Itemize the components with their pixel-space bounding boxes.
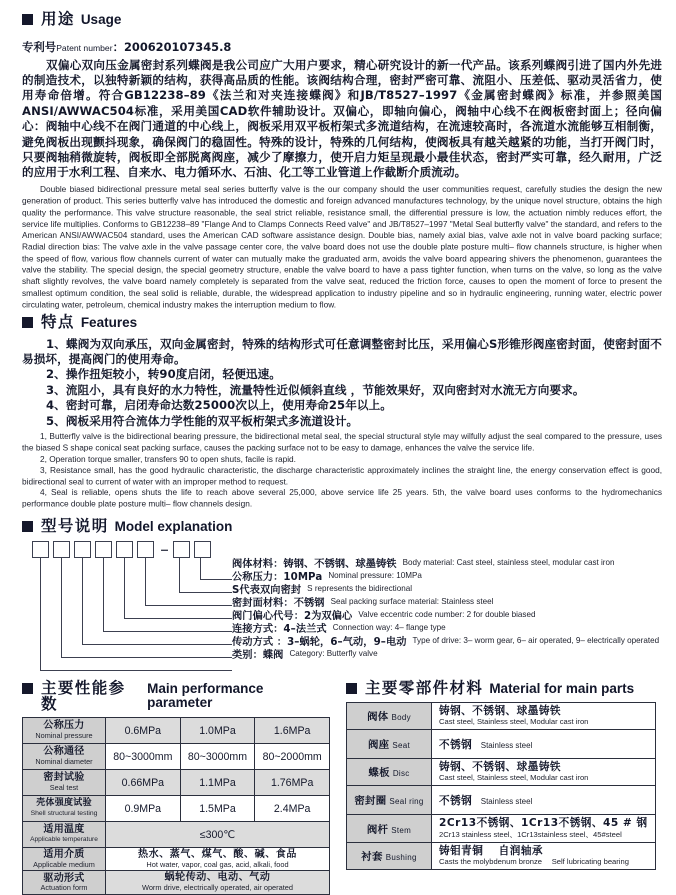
cell-value [432,842,656,869]
row-header [347,729,432,758]
cell-value-span [106,848,330,871]
table-row [347,702,656,729]
legend-en: Valve eccentric code number: 2 for double biased [358,609,536,619]
leader-vline-1 [40,558,41,670]
section-title-performance-en: Main performance parameter [147,681,264,710]
row-header-en: Applicable temperature [30,835,98,843]
model-code-box-7[interactable] [173,541,190,558]
row-header-en: Stem [391,825,412,835]
section-title-usage-cn: 用途 [41,10,75,28]
row-header-cn: 阀座 [367,738,390,751]
patent-line: 专利号Patent number：200620107345.8 [22,39,232,54]
row-header [347,842,432,869]
table-row [23,718,330,744]
cell-value: 2.4MPa [255,796,330,822]
section-header-features [0,315,676,331]
cell-value: 0.9MPa [106,796,181,822]
legend-en: Body material: Cast steel, stainless steel, modular cast iron [402,557,615,567]
bullet-square-icon [22,14,33,25]
leader-vline-4 [103,558,104,631]
row-header-cn: 衬套 [361,850,383,863]
legend-en: Nominal pressure: 10MPa [328,570,422,580]
feature-item-cn: 3、流阻小，具有良好的水力特性，流量特性近似倾斜直线 ，节能效果好，双向密封对水流无方向要求。 [46,382,585,397]
model-code-box-5[interactable] [116,541,133,558]
cell-value-cn: 2Cr13不锈钢、1Cr13不锈钢、45 # 钢 [439,817,648,830]
spec-tables-row [0,681,676,895]
row-header [23,744,106,770]
row-header-en: Disc [392,769,410,779]
legend-en: Connection way: 4– flange type [332,623,446,633]
table-row [347,758,656,785]
feature-item-en: 1, Butterfly valve is the bidirectional bearing pressure, the bidirectional metal seal, the special structural style may wilfully adjust the seal compared to the pressure, uses the biased S shape conical seat packing surface, causes the packing surface not to be easy to damage, enhances the valve the service life. [22,430,662,453]
row-header-en: Seal test [49,782,79,792]
cell-value: 0.66MPa [106,770,181,796]
bullet-square-icon [22,317,33,328]
cell-value-cn: 铸钢、不锈钢、球墨铸铁 [439,704,562,717]
row-header-cn: 公称通径 [43,746,85,758]
model-legend-item [232,582,659,595]
row-header-cn: 驱动形式 [43,872,85,884]
feature-item-cn: 2、操作扭矩较小，转90度启闭，轻便迅速。 [46,367,281,382]
cell-value: 0.6MPa [106,718,181,744]
model-legend-item [232,647,659,660]
model-code-box-1[interactable] [32,541,49,558]
leader-hline-8 [200,579,232,580]
row-header-en: Actuation form [40,883,88,893]
cell-value-en: Cast steel, Stainless steel, Modular cast iron [439,716,589,726]
patent-label-en: Patent number [56,42,113,53]
leader-vline-8 [200,558,201,579]
cell-value: 1.1MPa [180,770,255,796]
cell-value-cn: 铸钼青铜 自润轴承 [439,844,544,857]
table-row [347,842,656,869]
legend-en: Category: Butterfly valve [289,649,378,659]
bullet-square-icon [22,521,33,532]
section-header-model-explanation [0,519,676,535]
materials-table-column [338,681,676,895]
section-title-materials-cn: 主要零部件材料 [365,679,484,697]
cell-value-en: Cast steel, Stainless steel, Modular cast iron [439,773,589,783]
feature-item-en: 2, Operation torque smaller, transfers 90 to open shuts, facile is rapid. [40,453,296,464]
materials-table [346,702,656,871]
cell-value: 80~3000mm [106,744,181,770]
usage-paragraph-cn: 双偏心双向压金属密封系列蝶阀是我公司应广大用户要求，精心研究设计的新一代产品。该系列蝶阀引进了国内外先进的制造技术，以独特新颖的结构，获得高品质的性能。该阀结构合理，密封严密可靠、流阻小、压差低、驱动灵活省力，使用寿命倍增。符合GB12238–89《法兰和对夹连接蝶阀》和JB/T8527–1997《金属密封蝶阀》标准，并参照美国ANSI/AWWAC504标准，采用美国CAD软件辅助设计。双偏心，即轴向偏心，阀轴中心线不在阀板密封面上；径向偏心：阀轴中心线不在阀门通道的中心线上，阀板采用双平板桁架式多流道结构，在流速较高时，各流道水流能够互相制衡，避免阀板出现颤抖现象，确保阀门的稳固性。特殊的设计，特殊的几何结构，使阀板具有越关越紧的功能，当打开阀门时，只要阀轴稍微旋转，阀板即全部脱离阀座，减少了摩擦力，使开启力矩呈现最小最佳状态，密封严实可靠，经久耐用，广泛的应用于水利工程、自来水、电力循环水、石油、化工等工业管道上作截断介质流动。 [22,57,662,180]
cell-value: 80~2000mm [255,744,330,770]
section-title-features-cn: 特点 [41,313,75,332]
cell-value-cn: 蜗轮传动、电动、气动 [164,872,271,884]
leader-vline-2 [61,558,62,657]
model-code-box-2[interactable] [53,541,70,558]
feature-item-en: 3, Resistance small, has the good hydraulic characteristic, the discharge characteristic approximately inclines the straight line, the energy conservation effect is good, bidirectional seal to current of water with an improper method to request. [22,464,662,487]
cell-value-cn: 不锈钢 [439,738,473,751]
leader-hline-4 [103,631,232,632]
cell-value: 1.6MPa [255,718,330,744]
cell-value [432,702,656,729]
cell-value [432,729,656,758]
cell-value-cn: 热水、蒸气、煤气、酸、碱、食品 [138,849,297,860]
cell-value [432,758,656,785]
leader-vline-7 [179,558,180,592]
table-row [23,848,330,871]
cell-value-en: Stainless steel [480,740,533,750]
row-header-cn: 壳体强度试验 [36,798,92,809]
row-header-cn: 公称压力 [43,720,85,732]
row-header-cn: 密封圈 [354,795,387,808]
usage-paragraph-en: Double biased bidirectional pressure metal seal series butterfly valve is the our company should the user communities request, carefully studies the design the new generation of product. This series butterfly valve has introduced the domestic and foreign advanced manufactures technology, by the unique novel structure, obtains the high quality the performance. This valve structure reasonable, the seal strict reliable, resistance small, the differential pressure is low, the actuation nimbly reduces effort, the service life multiplies. Conforms to GB12238–89 "Flange And to Clamps Connects Reed valve" and JB/T8527–1997 "Metal Seal butterfly valve" the standard, and refers to the American ANSI/AWWAC504 standard, uses the American CAD software assistance design. Double bias, namely axial bias, valve axle not in valve board packing surface; Radial direction bias: The valve axle in the valve passage center core, the valve board does not use the double plate posture multi– flow channels structure, is higher when the speed of flow, various flow channels current of water can mutually make the graduated arm, avoids the valve board appearing shivers the phenomenon, guarantees the valve the stability. The special design, the special geometry structure, enable the valve board to have a pass tighter function, when turns on the valve, so long as the valve shaft slightly revolves, the valve board namely completely is separated from the valve seat, reduced the friction force, causes to open the moment of force to present the smallest optimum condition, the seal solid is reliable, durable, the widespread application to industry pipeline and so in hydraulic engineering, running water, electric power circulating water, petroleum, chemical industry makes the interruption medium to flow. [22,183,662,310]
leader-hline-1 [40,670,232,671]
leader-vline-3 [82,558,83,644]
cell-value [432,815,656,842]
model-legend-item [232,556,659,569]
model-code-box-3[interactable] [74,541,91,558]
row-header-en: Seat [392,740,411,750]
model-legend-item [232,621,659,634]
legend-cn: S代表双向密封 [232,584,302,596]
row-header-en: Bushing [385,852,417,862]
cell-value [432,786,656,815]
section-header-usage [0,12,676,28]
performance-table-column [0,681,338,895]
cell-value-span: ≤300℃ [106,822,330,848]
cell-value: 80~3000mm [180,744,255,770]
legend-cn: 阀体材料：铸钢、不锈钢、球墨铸铁 [232,558,397,570]
section-title-features-en: Features [80,315,138,331]
row-header-en: Shell structural testing [30,809,98,817]
table-row [23,822,330,848]
row-header [347,702,432,729]
table-row [347,786,656,815]
feature-item-cn: 1、蝶阀为双向承压，双向金属密封，特殊的结构形式可任意调整密封比压，采用偏心S形锥形阀座密封面，使密封面不易损坏，提高阀门的使用寿命。 [22,336,662,366]
cell-value: 1.76MPa [255,770,330,796]
legend-cn: 阀门偏心代号：2为双偏心 [232,610,353,622]
section-title-model-en: Model explanation [114,519,233,535]
model-legend-item [232,595,659,608]
patent-number-value: 200620107345.8 [123,39,232,54]
feature-item-cn: 4、密封可靠，启闭寿命达数25000次以上，使用寿命25年以上。 [46,398,392,413]
leader-hline-2 [61,657,232,658]
table-row [347,815,656,842]
table-row [23,770,330,796]
row-header [23,848,106,871]
row-header-cn: 适用温度 [43,824,85,836]
row-header-cn: 适用介质 [43,849,85,861]
section-header-materials [346,681,656,697]
row-header [23,871,106,894]
model-code-box-6[interactable] [137,541,154,558]
row-header-cn: 蝶板 [368,767,390,780]
cell-value-en: Worm drive, electrically operated, air operated [141,882,294,892]
row-header [23,796,106,822]
legend-cn: 传动方式 ：3–蜗轮，6–气动，9–电动 [232,637,407,649]
bullet-square-icon [346,683,357,694]
bullet-square-icon [22,683,33,694]
leader-hline-3 [82,644,232,645]
cell-value-en: 2Cr13 stainless steel、1Cr13stainless steel、45#steel [439,829,622,839]
leader-hline-7 [179,592,232,593]
section-title-usage-en: Usage [80,12,122,27]
leader-hline-6 [145,605,232,606]
legend-cn: 连接方式：4–法兰式 [232,624,327,636]
row-header [23,822,106,848]
table-row [23,796,330,822]
row-header-en: Nominal pressure [35,730,93,740]
model-legend-list [232,556,659,661]
leader-vline-5 [124,558,125,618]
model-legend-item [232,634,659,647]
legend-cn: 类别：蝶阀 [232,650,284,662]
row-header-cn: 密封试验 [43,772,85,784]
model-code-box-4[interactable] [95,541,112,558]
table-row [23,871,330,894]
model-code-boxes [32,541,215,558]
row-header-en: Applicable medium [33,859,95,869]
model-code-separator: – [160,541,169,558]
section-header-performance [22,681,330,712]
legend-en: Type of drive: 3– worm gear, 6– air operated, 9– electrically operated [412,636,660,646]
model-code-box-8[interactable] [194,541,211,558]
row-header-en: Nominal diameter [35,756,93,766]
row-header [347,758,432,785]
cell-value-cn: 不锈钢 [439,795,473,808]
row-header [23,718,106,744]
row-header-cn: 阀杆 [366,823,389,836]
feature-item-en: 4, Seal is reliable, opens shuts the life to reach above several 25,000, above service life 25 years. 5th, the valve board uses conforms to the hydromechanics performance double plate posture multi– flow channels design. [22,487,662,510]
row-header-en: Body [391,712,411,722]
leader-vline-6 [145,558,146,605]
row-header-en: Seal ring [389,797,424,807]
model-legend-item [232,608,659,621]
legend-cn: 密封面材料：不锈钢 [232,597,325,609]
row-header [347,786,432,815]
cell-value-en: Hot water, vapor, coal gas, acid, alkali, food [146,859,289,869]
row-header [23,770,106,796]
cell-value-span [106,871,330,894]
cell-value: 1.0MPa [180,718,255,744]
feature-item-cn: 5、阀板采用符合流体力学性能的双平板桁架式多流道设计。 [46,413,359,428]
legend-en: Seal packing surface material: Stainless steel [330,596,494,606]
table-row [347,729,656,758]
cell-value: 1.5MPa [180,796,255,822]
row-header-cn: 阀体 [367,710,389,723]
section-title-materials-en: Material for main parts [489,681,635,696]
cell-value-cn: 铸钢、不锈钢、球墨铸铁 [439,760,562,773]
model-legend-item [232,569,659,582]
section-title-model-cn: 型号说明 [41,517,109,536]
row-header [347,815,432,842]
leader-hline-5 [124,618,232,619]
performance-table [22,717,330,895]
legend-en: S represents the bidirectional [307,583,412,593]
table-row [23,744,330,770]
section-title-performance-cn: 主要性能参数 [41,679,126,713]
model-code-ladder-diagram [0,538,676,680]
patent-label-cn: 专利号 [22,39,57,54]
cell-value-en: Casts the molybdenum bronze Self lubricating bearing [439,857,629,867]
legend-cn: 公称压力：10MPa [232,571,323,583]
cell-value-en: Stainless steel [480,797,533,807]
